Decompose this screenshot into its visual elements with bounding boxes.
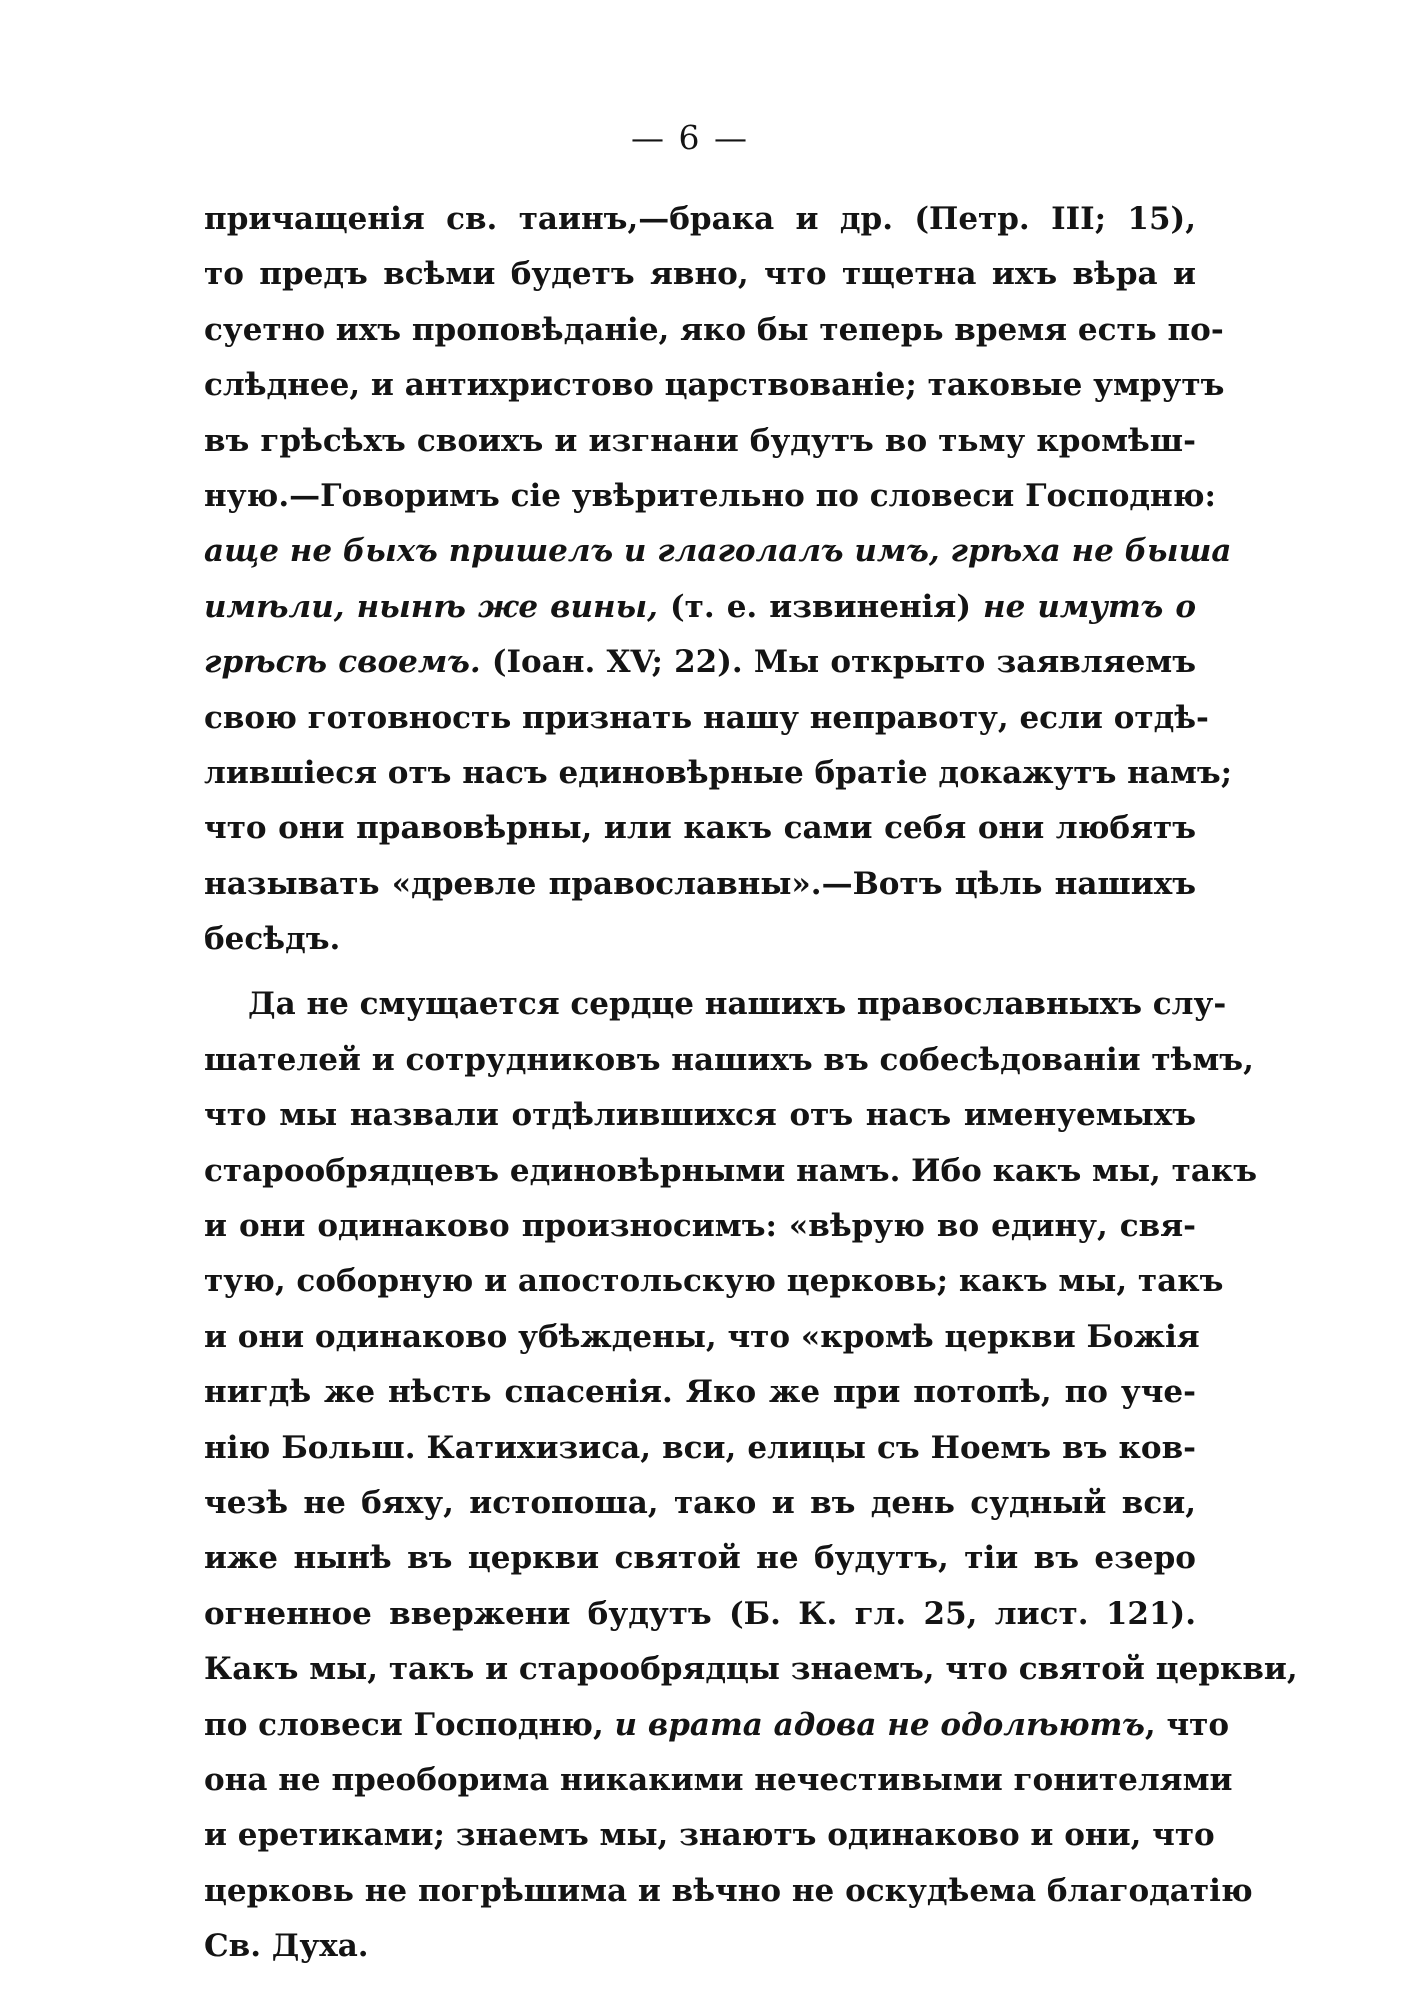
italic-quote: не имутъ о (983, 588, 1196, 625)
text-line (204, 414, 1196, 469)
text-line (204, 1421, 1196, 1476)
text-line (204, 801, 1196, 856)
text-line (204, 1365, 1196, 1420)
text-line (204, 1310, 1200, 1365)
text-line (204, 1199, 1196, 1254)
text-run: огненное ввержени будутъ (Б. К. гл. 25, лист. 121). (204, 1595, 1196, 1632)
text-run: , что (1144, 1706, 1230, 1743)
text-line (204, 1476, 1196, 1531)
text-run: свою готовность признать нашу неправоту, если отдѣ- (204, 699, 1209, 736)
text-line (204, 1864, 1253, 1919)
italic-quote: грѣсѣ своемъ. (204, 644, 481, 681)
text-line (204, 303, 1224, 358)
text-run: церковь не погрѣшима и вѣчно не оскудѣема благодатію (204, 1872, 1253, 1909)
text-line (204, 1254, 1224, 1309)
text-run: нигдѣ же нѣсть спасенія. Яко же при потопѣ, по уче- (204, 1374, 1196, 1411)
italic-quote: имѣли, нынѣ же вины, (204, 588, 658, 625)
text-line (204, 1144, 1258, 1199)
text-run: чезѣ не бяху, истопоша, тако и въ день судный вси, (204, 1484, 1196, 1521)
text-line (204, 358, 1225, 413)
text-run: бесѣдъ. (204, 921, 341, 958)
text-line (204, 1531, 1196, 1586)
text-run: что мы назвали отдѣлившихся отъ насъ именуемыхъ (204, 1097, 1196, 1134)
text-run: то предъ всѣми будетъ явно, что тщетна ихъ вѣра и (204, 256, 1196, 293)
text-run: и еретиками; знаемъ мы, знаютъ одинаково и они, что (204, 1817, 1215, 1854)
body-text (204, 192, 1298, 1975)
text-line (204, 691, 1209, 746)
text-line (204, 1698, 1230, 1753)
text-run: и они одинаково убѣждены, что «кромѣ церкви Божія (204, 1318, 1200, 1355)
text-line (204, 1808, 1215, 1863)
text-line (204, 635, 1196, 690)
text-line (204, 192, 1196, 247)
text-run: она не преоборима никакими нечестивыми гонителями (204, 1761, 1233, 1798)
text-run: по словеси Господню, (204, 1706, 615, 1743)
text-run: иже нынѣ въ церкви святой не будутъ, тіи въ езеро (204, 1540, 1196, 1577)
text-line (204, 857, 1196, 912)
text-run: (т. е. извиненія) (657, 588, 984, 625)
italic-quote: и врата адова не одолѣютъ (614, 1706, 1145, 1743)
text-line (204, 1919, 1196, 1974)
text-run: называть «древле православны».—Вотъ цѣль нашихъ (204, 865, 1196, 902)
text-run: (Іоан. XV; 22). Мы открыто заявляемъ (480, 644, 1197, 681)
text-run: старообрядцевъ единовѣрными намъ. Ибо какъ мы, такъ (204, 1152, 1258, 1189)
text-run: нію Больш. Катихизиса, вси, елицы съ Ноемъ въ ков- (204, 1429, 1196, 1466)
text-line (204, 1088, 1196, 1143)
text-run: Да не смущается сердце нашихъ православныхъ слу- (248, 986, 1227, 1023)
text-line (204, 1753, 1233, 1808)
text-line (204, 247, 1196, 302)
text-run: въ грѣсѣхъ своихъ и изгнани будутъ во тьму кромѣш- (204, 422, 1196, 459)
text-run: суетно ихъ проповѣданіе, яко бы теперь время есть по- (204, 311, 1224, 348)
text-line (204, 977, 1227, 1032)
text-line (204, 1033, 1254, 1088)
italic-quote: аще не быхъ пришелъ и глаголалъ имъ, грѣха не быша (204, 533, 1232, 570)
text-run: лившіеся отъ насъ единовѣрные братіе докажутъ намъ; (204, 754, 1233, 791)
text-run: тую, соборную и апостольскую церковь; какъ мы, такъ (204, 1263, 1224, 1300)
text-run: ную.—Говоримъ сіе увѣрительно по словеси Господню: (204, 477, 1216, 514)
text-run: Какъ мы, такъ и старообрядцы знаемъ, что святой церкви, (204, 1651, 1298, 1688)
text-run: причащенія св. таинъ,—брака и др. (Петр. III; 15), (204, 201, 1196, 237)
text-run: слѣднее, и антихристово царствованіе; таковые умрутъ (204, 367, 1225, 404)
text-line (204, 580, 1196, 635)
text-run: шателей и сотрудниковъ нашихъ въ собесѣдованіи тѣмъ, (204, 1041, 1254, 1078)
text-line (204, 1587, 1196, 1642)
text-line (204, 1642, 1298, 1697)
page-number: — 6 — (631, 118, 749, 157)
text-line (204, 469, 1216, 524)
text-run: что они правовѣрны, или какъ сами себя они любятъ (204, 810, 1196, 847)
text-run: Св. Духа. (204, 1928, 369, 1965)
text-line (204, 912, 1196, 967)
paragraph-gap (204, 967, 1196, 977)
text-line (204, 524, 1232, 579)
text-run: и они одинаково произносимъ: «вѣрую во едину, свя- (204, 1208, 1196, 1245)
text-line (204, 746, 1233, 801)
